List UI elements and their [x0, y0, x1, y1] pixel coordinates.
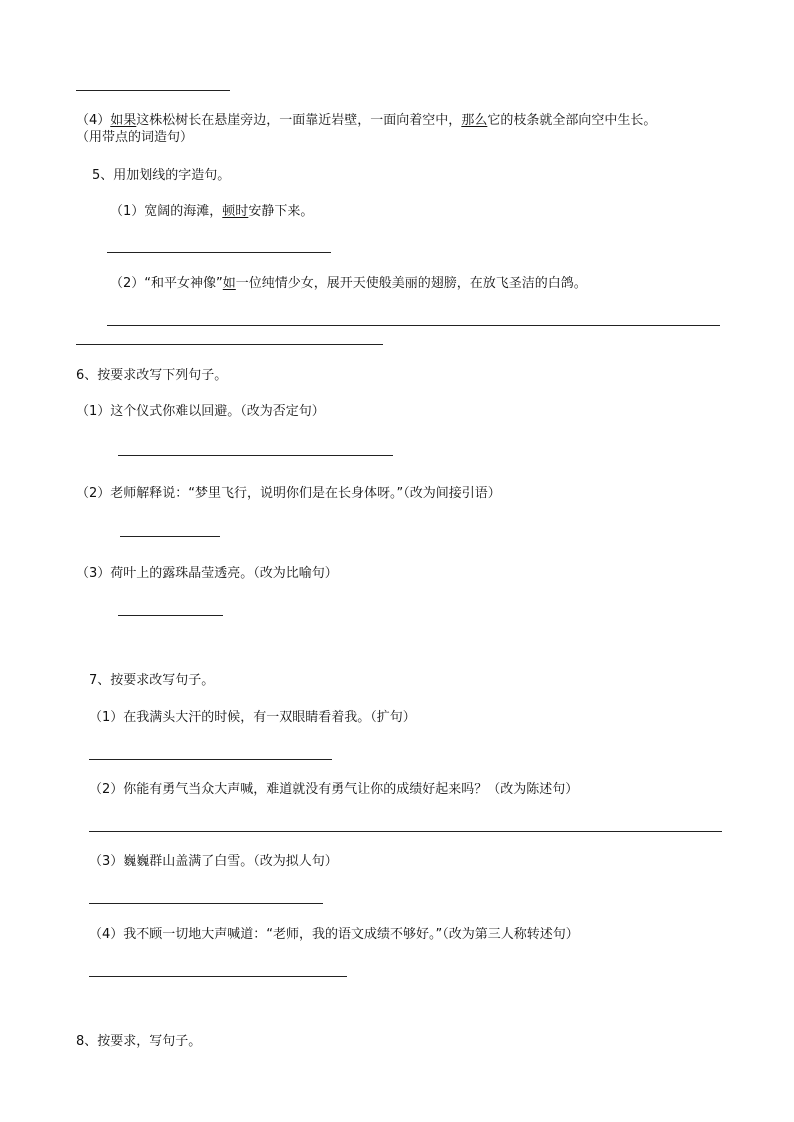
- q5-item-1-number: （1）: [110, 204, 145, 219]
- answer-line[interactable]: [118, 615, 223, 616]
- q8-title: 8、按要求，写句子。: [76, 1034, 202, 1049]
- q4-dotted-word-1: 如果: [110, 113, 137, 128]
- q4-number: （4）: [76, 113, 111, 128]
- q6-item-1: （1）这个仪式你难以回避。（改为否定句）: [76, 404, 325, 419]
- q5-item-2-text: “和平女神像”: [144, 276, 223, 291]
- answer-line[interactable]: [76, 90, 230, 91]
- q7-item-4: （4）我不顾一切地大声喊道：“老师，我的语文成绩不够好。”（改为第三人称转述句）: [89, 927, 579, 942]
- q7-title: 7、按要求改写句子。: [89, 673, 215, 688]
- q5-item-2-underlined: 如: [222, 276, 236, 291]
- q6-item-2: （2）老师解释说：“梦里飞行，说明你们是在长身体呀。”（改为间接引语）: [76, 486, 501, 501]
- answer-line[interactable]: [120, 536, 220, 537]
- answer-line[interactable]: [107, 325, 720, 326]
- q4-text-1: 这株松树长在悬崖旁边，一面靠近岩壁，一面向着空中，: [136, 113, 462, 128]
- q7-item-3: （3）巍巍群山盖满了白雪。（改为拟人句）: [89, 854, 338, 869]
- q5-item-1-text-end: 安静下来。: [248, 204, 314, 219]
- q5-item-1-underlined: 顿时: [222, 204, 249, 219]
- q7-item-2: （2）你能有勇气当众大声喊，难道就没有勇气让你的成绩好起来吗？（改为陈述句）: [89, 782, 579, 797]
- q4-text-2: 它的枝条就全部向空中生长。: [487, 113, 657, 128]
- q5-title: 5、用加划线的字造句。: [92, 168, 231, 183]
- q5-item-1: [110, 203, 313, 220]
- q5-item-2-text-end: 一位纯情少女，展开天使般美丽的翅膀，在放飞圣洁的白鸽。: [235, 276, 587, 291]
- q7-item-1: （1）在我满头大汗的时候，有一双眼睛看着我。（扩句）: [89, 710, 416, 725]
- q4-sentence: [76, 112, 656, 129]
- answer-line[interactable]: [89, 903, 323, 904]
- answer-line[interactable]: [76, 344, 383, 345]
- q4-instruction: （用带点的词造句）: [76, 130, 194, 145]
- answer-line[interactable]: [107, 252, 331, 253]
- q6-item-3: （3）荷叶上的露珠晶莹透亮。（改为比喻句）: [76, 566, 338, 581]
- answer-line[interactable]: [89, 831, 722, 832]
- answer-line[interactable]: [89, 759, 332, 760]
- answer-line[interactable]: [118, 455, 393, 456]
- q6-title: 6、按要求改写下列句子。: [76, 368, 228, 383]
- q5-item-1-text: 宽阔的海滩，: [144, 204, 223, 219]
- q5-item-2: [110, 275, 587, 292]
- q5-item-2-number: （2）: [110, 276, 145, 291]
- answer-line[interactable]: [89, 976, 347, 977]
- q4-dotted-word-2: 那么: [461, 113, 488, 128]
